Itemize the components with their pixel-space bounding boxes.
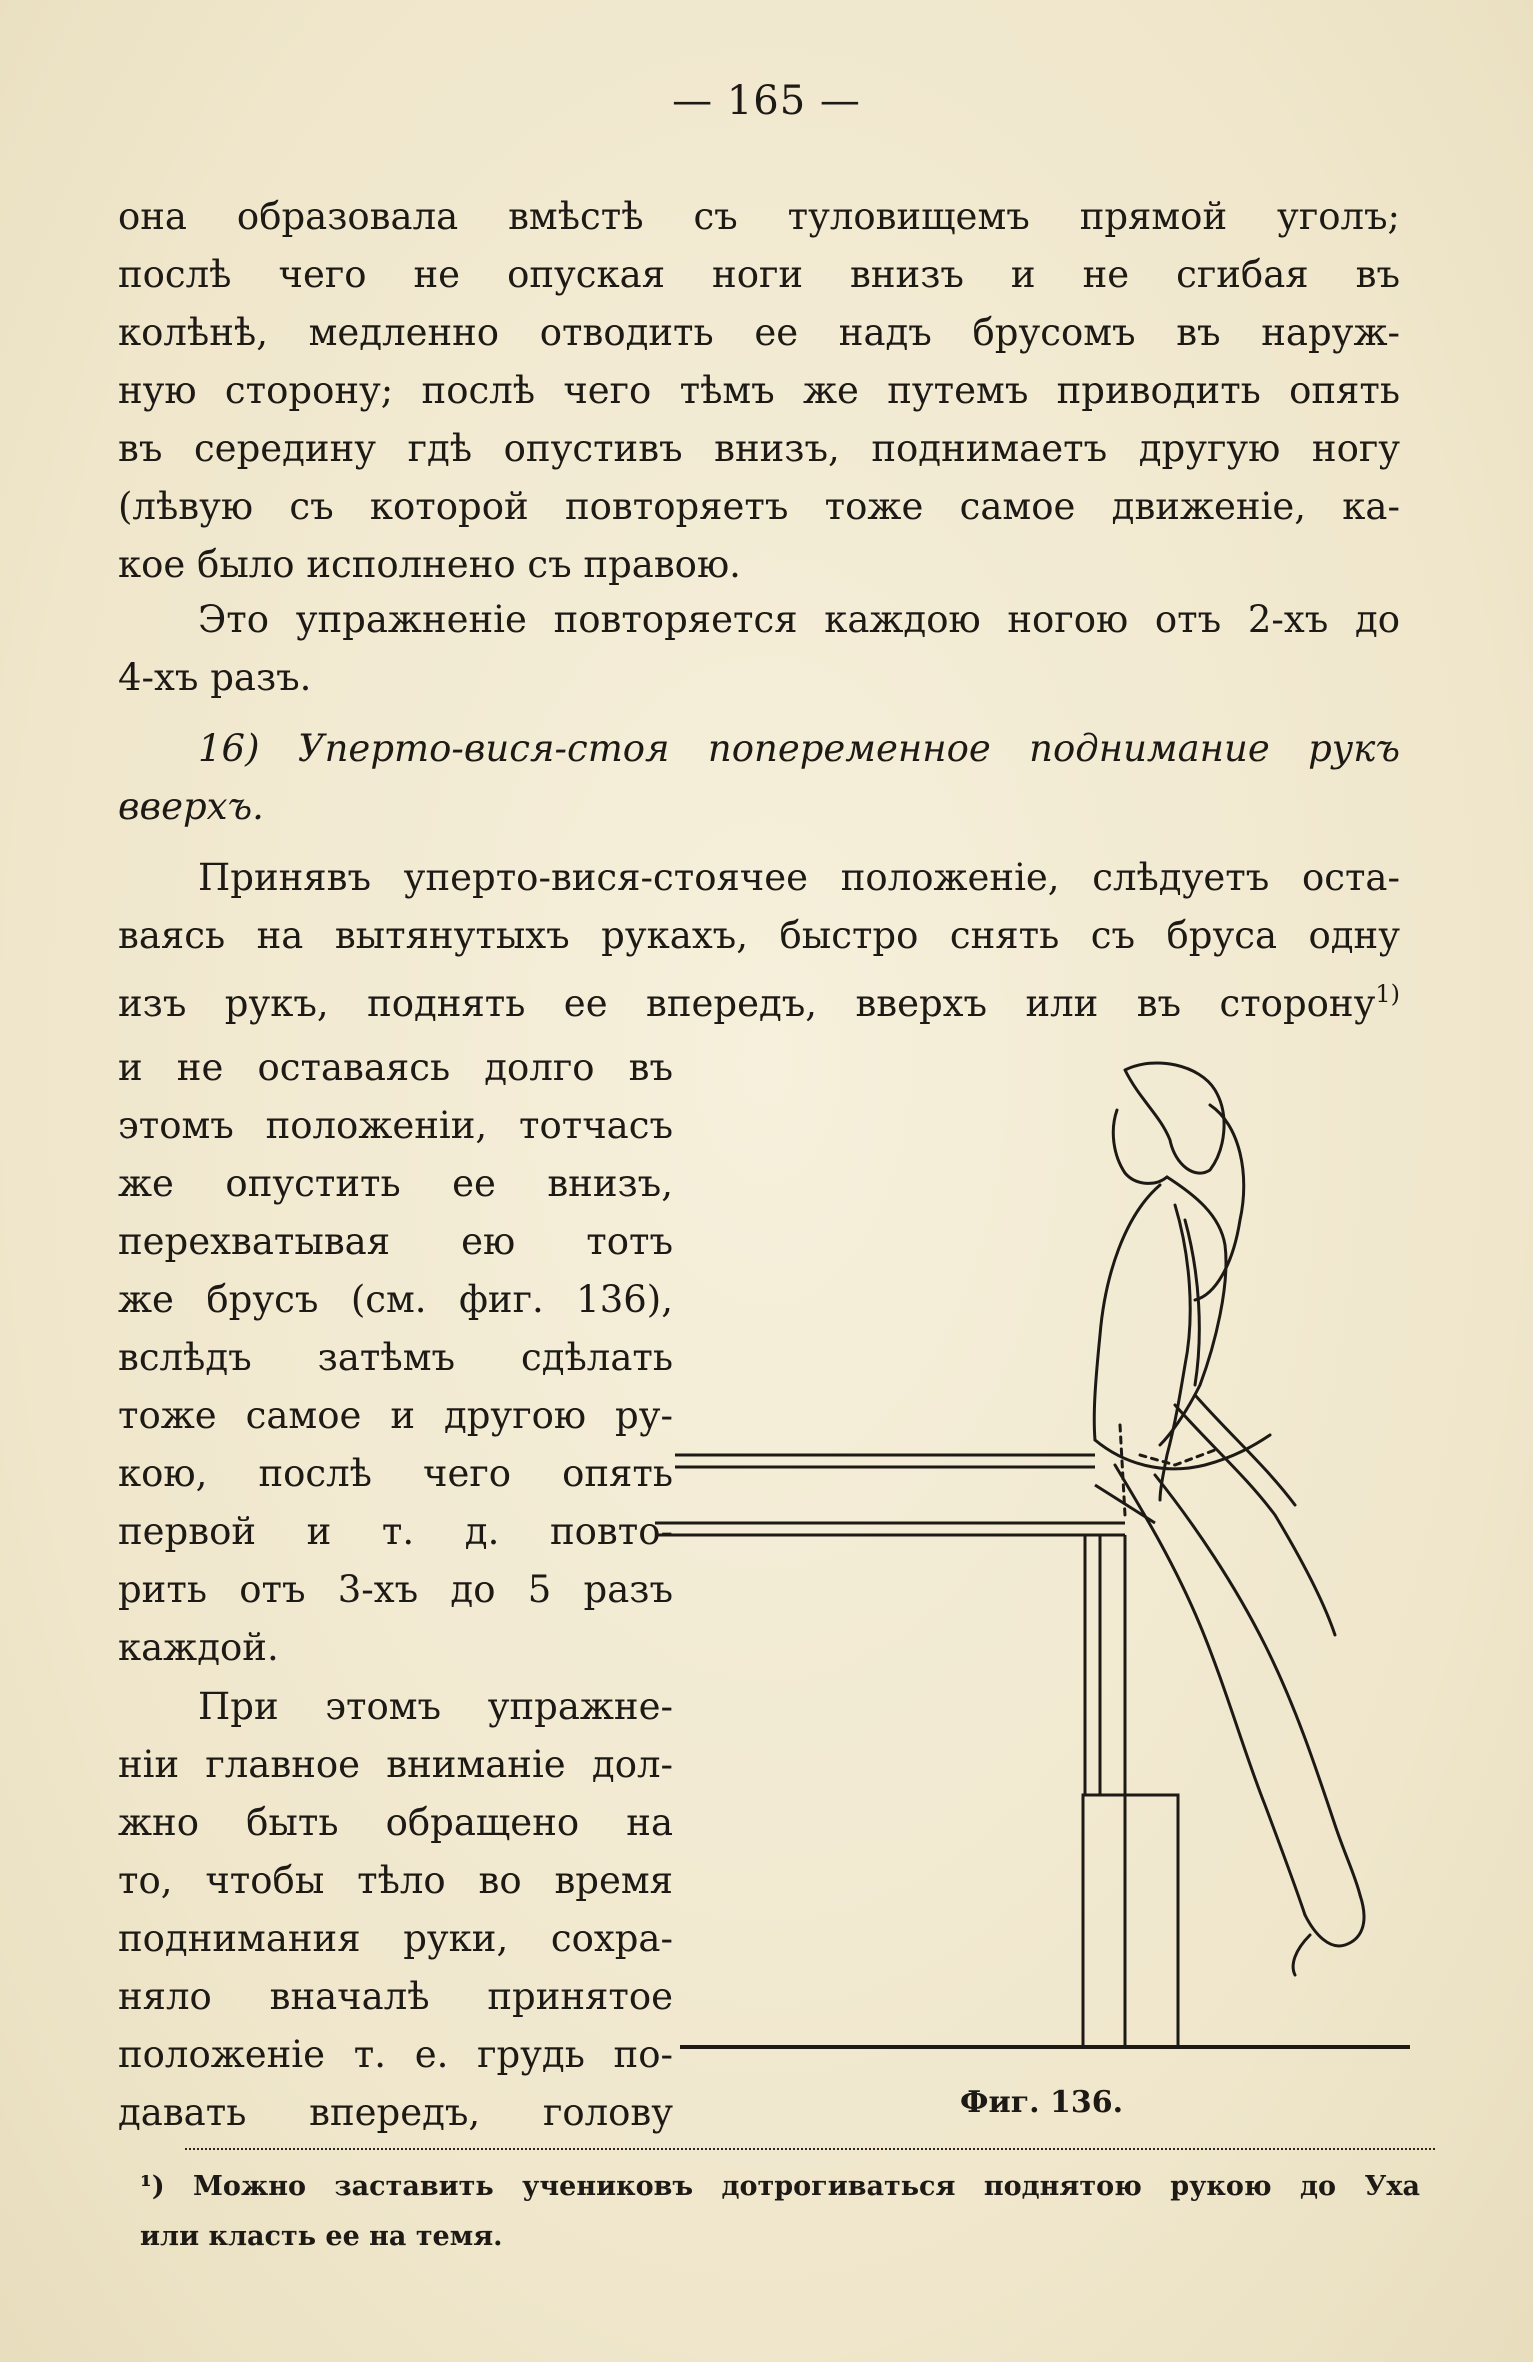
- text-line: положеніе т. е. грудь по-: [118, 2033, 673, 2076]
- text-line: жно быть обращено на: [118, 1801, 673, 1844]
- text-line: рить отъ 3-хъ до 5 разъ: [118, 1568, 673, 1611]
- bar-base: [1083, 1795, 1178, 2047]
- text-line: поднимания руки, сохра-: [118, 1917, 673, 1960]
- text-line: ваясь на вытянутыхъ рукахъ, быстро снять съ бруса одну: [118, 914, 1400, 957]
- text-line: перехватывая ею тотъ: [118, 1220, 673, 1263]
- exercise-heading: [118, 720, 1400, 836]
- footnote-line: ¹) Можно заставить учениковъ дотрогиваться поднятою рукою до Уха: [140, 2171, 1420, 2202]
- footnote-divider: [185, 2148, 1435, 2150]
- paragraph-1: [118, 188, 1400, 594]
- footnote-marker: 1): [1375, 980, 1400, 1008]
- text-line: При этомъ упражне-: [198, 1685, 673, 1728]
- figure-136-illustration: [655, 1045, 1415, 2075]
- text-line: Принявъ уперто-вися-стоячее положеніе, слѣдуетъ оста-: [198, 856, 1400, 899]
- figure-foot: [1305, 1895, 1364, 1946]
- figure-arm: [1160, 1205, 1190, 1500]
- text-line: же опустить ее внизъ,: [118, 1162, 673, 1205]
- text-line: каждой.: [118, 1626, 279, 1669]
- text-line: же брусъ (см. фиг. 136),: [118, 1278, 673, 1321]
- text-line: и не оставаясь долго въ: [118, 1046, 673, 1089]
- text-line: ную сторону; послѣ чего тѣмъ же путемъ приводить опять: [118, 369, 1400, 412]
- text-line: кое было исполнено съ правою.: [118, 543, 741, 586]
- text-line: давать впередъ, голову: [118, 2091, 673, 2134]
- text-line: то, чтобы тѣло во время: [118, 1859, 673, 1902]
- text-line: (лѣвую съ которой повторяетъ тоже самое движеніе, ка-: [118, 485, 1400, 528]
- column-text-1: [118, 1039, 673, 1677]
- figure-caption: Фиг. 136.: [960, 2085, 1124, 2120]
- text-line: она образовала вмѣстѣ съ туловищемъ прямой уголъ;: [118, 195, 1400, 238]
- page-number: — 165 —: [672, 78, 861, 124]
- text-line: 4-хъ разъ.: [118, 656, 312, 699]
- paragraph-3: [118, 849, 1400, 1023]
- column-text-2: [118, 1678, 673, 2142]
- text-line: первой и т. д. повто-: [118, 1510, 673, 1553]
- figure-hair: [1125, 1063, 1224, 1173]
- text-line: ніи главное вниманіе дол-: [118, 1743, 673, 1786]
- text-line: [118, 965, 1400, 1023]
- footnote: [140, 2162, 1420, 2262]
- text-line: этомъ положеніи, тотчасъ: [118, 1104, 673, 1147]
- text-line: въ середину гдѣ опустивъ внизъ, поднимаетъ другую ногу: [118, 427, 1400, 470]
- text-line-content: изъ рукъ, поднять ее впередъ, вверхъ или въ сторону: [118, 982, 1376, 1025]
- footnote-line: или класть ее на темя.: [140, 2221, 503, 2252]
- text-line: няло вначалѣ принятое: [118, 1975, 673, 2018]
- text-line: Это упражненіе повторяется каждою ногою отъ 2-хъ до: [198, 598, 1400, 641]
- heading-line: вверхъ.: [118, 785, 264, 828]
- text-line: послѣ чего не опуская ноги внизъ и не сгибая въ: [118, 253, 1400, 296]
- text-line: вслѣдъ затѣмъ сдѣлать: [118, 1336, 673, 1379]
- text-line: колѣнѣ, медленно отводить ее надъ брусомъ въ наруж-: [118, 311, 1400, 354]
- text-line: кою, послѣ чего опять: [118, 1452, 673, 1495]
- text-line: тоже самое и другою ру-: [118, 1394, 673, 1437]
- paragraph-2: [118, 591, 1400, 707]
- figure-torso: [1160, 1177, 1226, 1445]
- heading-line: 16) Уперто-вися-стоя попеременное поднимание рукъ: [198, 727, 1400, 770]
